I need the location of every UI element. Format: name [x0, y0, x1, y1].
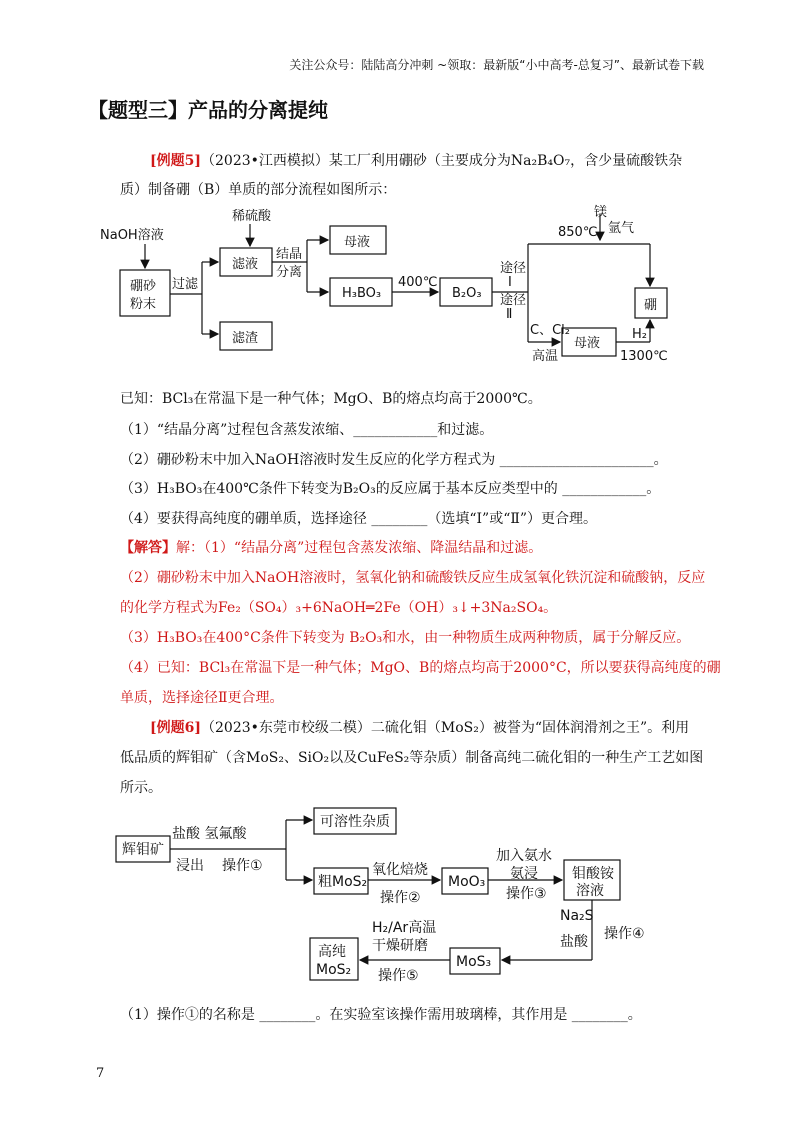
- grind-label: 干燥研磨: [372, 938, 428, 954]
- example5-answer3: （3）H₃BO₃在400°C条件下转变为 B₂O₃和水，由一种物质生成两种物质，属于分解反应。: [120, 630, 691, 646]
- mother-liquor-label-2: 母液: [574, 336, 601, 351]
- example5-question3: （3）H₃BO₃在400℃条件下转变为B₂O₃的反应属于基本反应类型中的 ____________。: [120, 481, 661, 497]
- moo3-label: MoO₃: [448, 874, 486, 890]
- h2-label: H₂: [632, 327, 647, 342]
- ammonia-label: 加入氨水: [496, 848, 552, 864]
- op5-label: 操作⑤: [378, 968, 419, 984]
- route1-label-b: Ⅰ: [508, 275, 512, 290]
- borax-label-1: 硼砂: [130, 279, 157, 294]
- naoh-label: NaOH溶液: [100, 228, 164, 243]
- example6-intro-line2: 低品质的辉钼矿（含MoS₂、SiO₂以及CuFeS₂等杂质）制备高纯二硫化钼的一种生产工艺如图: [120, 750, 704, 766]
- example6-intro-line1: [150, 717, 689, 737]
- example5-tag: [例题5]: [150, 153, 201, 169]
- route2-label-b: Ⅱ: [506, 307, 513, 322]
- mos3-label: MoS₃: [456, 954, 492, 970]
- filter-label: 过滤: [172, 277, 199, 292]
- op1-label: 操作①: [222, 858, 263, 874]
- example5-answer2-line2: 的化学方程式为Fe₂（SO₄）₃+6NaOH═2Fe（OH）₃↓+3Na₂SO₄。: [120, 600, 558, 616]
- pure-label-1: 高纯: [318, 944, 346, 960]
- c-cl2-label: C、Cl₂: [530, 323, 570, 338]
- mg-label: 镁: [594, 205, 608, 220]
- example5-answer1: [120, 537, 542, 557]
- molybdate-label-1: 钼酸铵: [572, 866, 614, 882]
- roast-label: 氧化焙烧: [372, 862, 428, 878]
- pure-label-2: MoS₂: [316, 962, 352, 978]
- section-title: 【题型三】产品的分离提纯: [88, 98, 328, 122]
- example5-known: 已知：BCl₃在常温下是一种气体；MgO、B的熔点均高于2000℃。: [120, 391, 542, 407]
- example5-answer4-line1: （4）已知：BCl₃在常温下是一种气体；MgO、B的熔点均高于2000°C，所以要获得高纯度的硼: [120, 660, 721, 676]
- answer1-text: 解：（1）“结晶分离”过程包含蒸发浓缩、降温结晶和过滤。: [176, 540, 543, 556]
- na2s-label: Na₂S: [560, 908, 594, 924]
- dilute-acid-label: 稀硫酸: [232, 209, 272, 224]
- example5-question4: （4）要获得高纯度的硼单质，选择途径 ________（选填“Ⅰ”或“Ⅱ”）更合理。: [120, 511, 598, 527]
- op3-label: 操作③: [506, 886, 547, 902]
- temp-850-label: 850℃: [558, 225, 598, 240]
- example5-answer2-line1: （2）硼砂粉末中加入NaOH溶液时，氢氧化钠和硫酸铁反应生成氢氧化铁沉淀和硫酸钠，反应: [120, 570, 706, 586]
- example5-answer4-line2: 单质，选择途径Ⅱ更合理。: [120, 690, 284, 706]
- example5-question2: （2）硼砂粉末中加入NaOH溶液时发生反应的化学方程式为 ______________________。: [120, 452, 668, 468]
- page-header: 关注公众号：陆陆高分冲刺 ~领取：最新版“小中高考-总复习”、最新试卷下载: [289, 58, 704, 72]
- example5-question1: （1）“结晶分离”过程包含蒸发浓缩、____________和过滤。: [120, 422, 494, 438]
- example6-intro-line3: 所示。: [120, 780, 162, 796]
- example6-tag: [例题6]: [150, 720, 201, 736]
- residue-label: 滤渣: [232, 331, 259, 346]
- answer-tag: 【解答】: [120, 540, 176, 556]
- borax-label-2: 粉末: [130, 297, 157, 312]
- soluble-impurity-label: 可溶性杂质: [320, 814, 390, 830]
- h2-ar-label: H₂/Ar高温: [372, 920, 437, 936]
- leach-label: 浸出: [176, 858, 204, 874]
- route2-label-a: 途径: [500, 293, 527, 308]
- ore-label: 辉钼矿: [122, 842, 164, 858]
- mother-liquor-label-1: 母液: [344, 235, 371, 250]
- argon-label: 氩气: [608, 221, 635, 236]
- filtrate-label: 滤液: [232, 257, 259, 272]
- crude-mos2-label: 粗MoS₂: [318, 874, 368, 890]
- example5-intro-line1: [150, 150, 682, 170]
- crystallize-label-2: 分离: [276, 265, 303, 280]
- boron-label: 硼: [644, 298, 658, 313]
- example6-question1: （1）操作①的名称是 ________。在实验室该操作需用玻璃棒，其作用是 ________。: [120, 1007, 642, 1023]
- h3bo3-label: H₃BO₃: [342, 286, 382, 301]
- temp-400-label: 400℃: [398, 275, 438, 290]
- temp-1300-label: 1300℃: [620, 349, 668, 364]
- page-number: 7: [96, 1066, 105, 1081]
- molybdate-label-2: 溶液: [576, 883, 604, 899]
- crystallize-label-1: 结晶: [276, 247, 303, 262]
- example6-intro-text: （2023•东莞市校级二模）二硫化钼（MoS₂）被誉为“固体润滑剂之王”。利用: [201, 720, 690, 736]
- mos2-flow-diagram: [110, 800, 700, 1000]
- b2o3-label: B₂O₃: [452, 286, 482, 301]
- example5-intro-text: （2023•江西模拟）某工厂利用硼砂（主要成分为Na₂B₄O₇，含少量硫酸铁杂: [201, 153, 683, 169]
- op4-label: 操作④: [604, 926, 645, 942]
- ammonia-leach-label: 氨浸: [510, 866, 538, 882]
- example5-intro-line2: 质）制备硼（B）单质的部分流程如图所示：: [120, 182, 397, 198]
- acids-label: 盐酸 氢氟酸: [172, 826, 247, 842]
- boron-flow-diagram: [100, 202, 700, 372]
- op2-label: 操作②: [380, 890, 421, 906]
- hcl-label: 盐酸: [560, 934, 588, 950]
- route1-label-a: 途径: [500, 261, 527, 276]
- high-temp-label: 高温: [532, 349, 559, 364]
